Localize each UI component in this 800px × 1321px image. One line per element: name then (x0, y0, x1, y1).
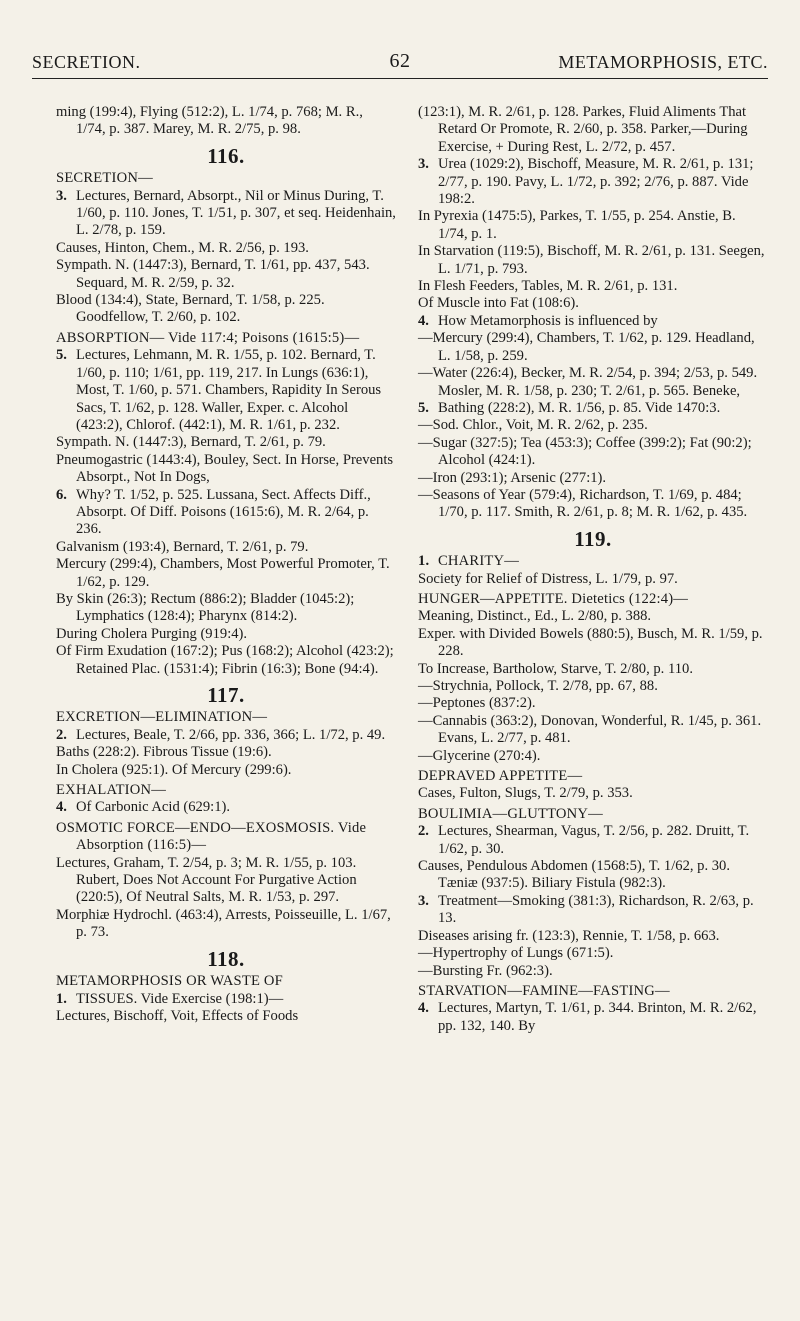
entry-text: METAMORPHOSIS OR WASTE OF (56, 973, 283, 990)
entry-text: —Mercury (299:4), Chambers, T. 1/62, p. 129. Headland, L. 1/58, p. 259. (418, 330, 755, 364)
index-entry (56, 907, 396, 942)
index-entry (418, 417, 768, 434)
entry-heading (418, 553, 768, 570)
entry-text: —Iron (293:1); Arsenic (277:1). (418, 469, 607, 486)
entry-text: Baths (228:2). Fibrous Tissue (19:6). (56, 744, 272, 761)
left-column (56, 104, 396, 1025)
entry-text: Lectures, Bernard, Absorpt., Nil or Minus During, T. 1/60, p. 110. Jones, T. 1/51, p. 307, et seq. Heidenhain, L. 2/78, p. 159. (76, 187, 396, 239)
entry-text: Meaning, Distinct., Ed., L. 2/80, p. 388. (418, 608, 652, 625)
index-entry (418, 295, 768, 312)
section-number: 119. (574, 526, 612, 551)
entry-text: Diseases arising fr. (123:3), Rennie, T. 1/58, p. 663. (418, 927, 720, 944)
index-entry (418, 400, 768, 417)
header-section-title: SECRETION. (32, 52, 141, 72)
entry-text: In Starvation (119:5), Bischoff, M. R. 2/61, p. 131. Seegen, L. 1/71, p. 793. (418, 243, 765, 277)
margin-number: 5. (56, 347, 67, 364)
entry-text: In Flesh Feeders, Tables, M. R. 2/61, p. 131. (418, 278, 678, 295)
index-entry (56, 240, 396, 257)
index-entry (56, 539, 396, 556)
entry-text: ABSORPTION— Vide 117:4; Poisons (1615:5)— (56, 329, 360, 346)
section-number: 117. (207, 683, 245, 707)
entry-text: —Strychnia, Pollock, T. 2/78, pp. 67, 88. (418, 678, 658, 694)
entry-text: During Cholera Purging (919:4). (56, 625, 248, 642)
entry-text: STARVATION—FAMINE—FASTING— (418, 982, 670, 999)
margin-number: 4. (56, 799, 67, 816)
entry-text: TISSUES. Vide Exercise (198:1)— (76, 990, 284, 1007)
entry-text: HUNGER—APPETITE. Dietetics (122:4)— (418, 590, 689, 607)
entry-text: Causes, Hinton, Chem., M. R. 2/56, p. 193. (56, 239, 309, 256)
entry-heading (418, 768, 768, 785)
index-entry (418, 893, 768, 928)
entry-text: Lectures, Shearman, Vagus, T. 2/56, p. 282. Druitt, T. 1/62, p. 30. (438, 823, 750, 857)
index-entry (418, 963, 768, 980)
index-entry (56, 799, 396, 816)
index-entry (56, 434, 396, 451)
index-entry (418, 243, 768, 278)
entry-heading (418, 591, 768, 608)
entry-text: Morphiæ Hydrochl. (463:4), Arrests, Poisseuille, L. 1/67, p. 73. (56, 906, 391, 941)
margin-number: 2. (418, 823, 429, 840)
entry-text: Mercury (299:4), Chambers, Most Powerful Promoter, T. 1/62, p. 129. (56, 556, 390, 590)
entry-text: Pneumogastric (1443:4), Bouley, Sect. In Horse, Prevents Absorpt., Not In Dogs, (56, 451, 394, 486)
section-number: 118. (207, 946, 245, 971)
index-entry (418, 571, 768, 588)
entry-heading (56, 820, 396, 855)
index-entry (418, 365, 768, 400)
entry-text: Sympath. N. (1447:3), Bernard, T. 2/61, p. 79. (56, 434, 326, 451)
index-entry (418, 785, 768, 802)
entry-heading (56, 973, 396, 990)
margin-number: 4. (418, 312, 429, 329)
entry-text: —Sod. Chlor., Voit, M. R. 2/62, p. 235. (418, 417, 648, 434)
index-entry (418, 678, 768, 695)
entry-text: BOULIMIA—GLUTTONY— (418, 805, 603, 822)
index-entry (56, 292, 396, 327)
entry-text: Blood (134:4), State, Bernard, T. 1/58, p. 225. Goodfellow, T. 2/60, p. 102. (56, 292, 325, 326)
entry-text: DEPRAVED APPETITE— (418, 768, 583, 785)
right-column (418, 104, 768, 1035)
entry-text: To Increase, Bartholow, Starve, T. 2/80, p. 110. (418, 660, 693, 677)
entry-heading (56, 709, 396, 726)
entry-text: ming (199:4), Flying (512:2), L. 1/74, p. 768; M. R., 1/74, p. 387. Marey, M. R. 2/75, p. 98. (56, 104, 363, 138)
index-entry (56, 1008, 396, 1025)
entry-text: EXCRETION—ELIMINATION— (56, 709, 268, 726)
entry-text: (123:1), M. R. 2/61, p. 128. Parkes, Fluid Aliments That Retard Or Promote, R. 2/60, p. 358. Parker,—During Exercise, + During Rest, L. 2/72, p. 457. (418, 104, 748, 155)
header-topic-title: METAMORPHOSIS, ETC. (558, 52, 768, 72)
entry-heading (418, 983, 768, 1000)
entry-text: Why? T. 1/52, p. 525. Lussana, Sect. Affects Diff., Absorpt. Of Diff. Poisons (1615:6), M. R. 2/64, p. 236. (76, 486, 371, 538)
entry-text: Galvanism (193:4), Bernard, T. 2/61, p. 79. (56, 538, 309, 555)
entry-text: Exper. with Divided Bowels (880:5), Busch, M. R. 1/59, p. 228. (418, 625, 763, 660)
entry-heading (418, 806, 768, 823)
margin-number: 5. (418, 399, 429, 416)
index-entry (56, 855, 396, 907)
index-entry (418, 313, 768, 330)
index-entry (418, 330, 768, 365)
margin-number: 1. (418, 553, 430, 570)
index-entry (56, 643, 396, 678)
index-entry (56, 626, 396, 643)
index-entry (418, 208, 768, 243)
entry-text: EXHALATION— (56, 782, 167, 799)
index-entry (56, 104, 396, 139)
entry-text: —Peptones (837:2). (418, 695, 536, 712)
entry-text: Treatment—Smoking (381:3), Richardson, R. 2/63, p. 13. (438, 892, 754, 927)
running-header (32, 48, 768, 79)
index-entry (418, 713, 768, 748)
index-entry (56, 188, 396, 240)
entry-text: SECRETION— (56, 170, 153, 187)
index-entry (418, 748, 768, 765)
margin-number: 4. (418, 1000, 429, 1017)
entry-text: —Seasons of Year (579:4), Richardson, T. 1/69, p. 484; 1/70, p. 117. Smith, R. 2/61, p. 8; M. R. 1/62, p. 435. (418, 486, 748, 521)
index-entry (418, 945, 768, 962)
entry-text: In Cholera (925:1). Of Mercury (299:6). (56, 761, 292, 778)
entry-text: Bathing (228:2), M. R. 1/56, p. 85. Vide 1470:3. (438, 399, 721, 416)
index-entry (56, 347, 396, 434)
section-number: 116. (207, 143, 245, 168)
page-number: 62 (389, 50, 411, 72)
entry-text: Lectures, Beale, T. 2/66, pp. 336, 366; L. 1/72, p. 49. (76, 726, 386, 743)
entry-text: Lectures, Graham, T. 2/54, p. 3; M. R. 1/55, p. 103. Rubert, Does Not Account For Purgative Action (220:5), Of Neutral Salts, M. R. 1/53, p. 297. (56, 854, 357, 906)
index-entry (418, 487, 768, 522)
margin-number: 1. (56, 990, 67, 1007)
index-entry (56, 762, 396, 779)
index-entry (418, 626, 768, 661)
entry-text: Lectures, Martyn, T. 1/61, p. 344. Brinton, M. R. 2/62, pp. 132, 140. By (438, 1000, 757, 1034)
index-entry (56, 487, 396, 539)
entry-text: In Pyrexia (1475:5), Parkes, T. 1/55, p. 254. Anstie, B. 1/74, p. 1. (418, 208, 736, 242)
index-entry (418, 104, 768, 156)
index-entry (56, 744, 396, 761)
margin-number: 6. (56, 486, 67, 503)
margin-number: 2. (56, 726, 67, 743)
index-entry (418, 928, 768, 945)
index-entry (56, 452, 396, 487)
margin-number: 3. (418, 156, 429, 173)
index-entry (418, 435, 768, 470)
entry-text: —Glycerine (270:4). (418, 747, 541, 764)
index-entry (418, 278, 768, 295)
entry-text: —Bursting Fr. (962:3). (418, 962, 553, 979)
entry-text: Sympath. N. (1447:3), Bernard, T. 1/61, pp. 437, 543. Sequard, M. R. 2/59, p. 32. (56, 257, 370, 291)
margin-number: 3. (418, 892, 429, 909)
entry-heading (56, 782, 396, 799)
entry-text: OSMOTIC FORCE—ENDO—EXOSMOSIS. Vide Absorption (116:5)— (56, 819, 367, 854)
index-entry (418, 470, 768, 487)
entry-text: How Metamorphosis is influenced by (438, 312, 658, 329)
entry-text: —Cannabis (363:2), Donovan, Wonderful, R. 1/45, p. 361. Evans, L. 2/77, p. 481. (418, 712, 762, 747)
entry-text: —Hypertrophy of Lungs (671:5). (418, 945, 614, 962)
index-entry (418, 858, 768, 893)
entry-text: CHARITY— (438, 553, 520, 570)
index-entry (56, 257, 396, 292)
entry-text: Causes, Pendulous Abdomen (1568:5), T. 1/62, p. 30. Tæniæ (937:5). Biliary Fistula (982:3). (418, 858, 730, 892)
entry-text: Urea (1029:2), Bischoff, Measure, M. R. 2/61, p. 131; 2/77, p. 190. Pavy, L. 1/72, p. 392; 2/76, p. 887. Vide 198:2. (438, 156, 754, 208)
index-entry (56, 727, 396, 744)
index-entry (418, 608, 768, 625)
index-entry (418, 156, 768, 208)
entry-text: —Water (226:4), Becker, M. R. 2/54, p. 394; 2/53, p. 549. Mosler, M. R. 1/58, p. 230; T. 2/61, p. 565. Beneke, (418, 365, 758, 399)
entry-heading (56, 170, 396, 187)
entry-text: Of Muscle into Fat (108:6). (418, 295, 579, 312)
entry-text: Lectures, Bischoff, Voit, Effects of Foods (56, 1007, 299, 1024)
entry-text: Of Carbonic Acid (629:1). (76, 799, 231, 816)
index-entry (56, 991, 396, 1008)
entry-text: —Sugar (327:5); Tea (453:3); Coffee (399:2); Fat (90:2); Alcohol (424:1). (418, 434, 752, 469)
entry-text: Lectures, Lehmann, M. R. 1/55, p. 102. Bernard, T. 1/60, p. 110; 1/61, pp. 119, 217. In Lungs (636:1), Most, T. 1/60, p. 571. Chambers, Rapidity In Serous Sacs, T. 1/62, p. 128. Waller, Exper. c. Alcohol (423:2), Chlorof. (442:1), M. R. 1/61, p. 232. (76, 347, 382, 433)
entry-text: Of Firm Exudation (167:2); Pus (168:2); Alcohol (423:2); Retained Plac. (1531:4); Fibrin (16:3); Bone (94:4). (56, 643, 394, 677)
index-entry (418, 695, 768, 712)
index-entry (418, 1000, 768, 1035)
entry-text: By Skin (26:3); Rectum (886:2); Bladder (1045:2); Lymphatics (128:4); Pharynx (814:2). (56, 590, 355, 625)
index-entry (418, 823, 768, 858)
index-entry (56, 591, 396, 626)
entry-heading (56, 330, 396, 347)
margin-number: 3. (56, 187, 67, 204)
index-entry (56, 556, 396, 591)
index-entry (418, 661, 768, 678)
entry-text: Cases, Fulton, Slugs, T. 2/79, p. 353. (418, 785, 633, 802)
entry-text: Society for Relief of Distress, L. 1/79, p. 97. (418, 570, 678, 587)
